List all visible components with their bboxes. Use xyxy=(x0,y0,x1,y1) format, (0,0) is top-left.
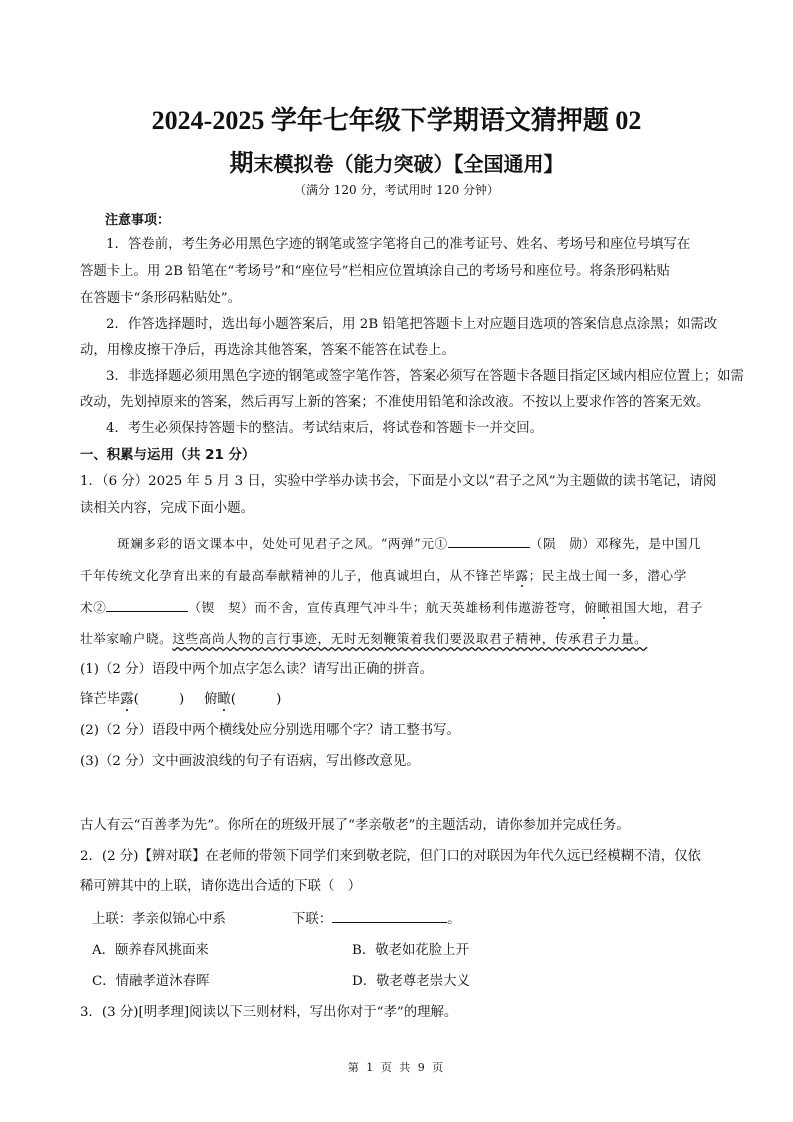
q1-intro: 1．（6 分）2025 年 5 月 3 日，实验中学举办读书会，下面是小文以“君子之风”为主题做的读书笔记，请阅 xyxy=(80,474,717,489)
q2-stem: 2．(2 分)【辨对联】在老师的带领下同学们来到敬老院，但门口的对联因为年代久远已经模糊不清，仅依 xyxy=(80,849,701,864)
activity-intro: 古人有云“百善孝为先”。你所在的班级开展了“孝亲敬老”的主题活动，请你参加并完成任务。 xyxy=(80,818,630,833)
notice-line: 答题卡上。用 2B 铅笔在“考场号”和“座位号”栏相应位置填涂自己的考场号和座位号。将条形码粘贴 xyxy=(80,264,670,279)
notice-heading: 注意事项： xyxy=(105,213,171,228)
q1-sub-question: (2)（2 分）语段中两个横线处应分别选用哪个字？请工整书写。 xyxy=(80,723,460,738)
section-heading: 一、积累与运用（共 21 分） xyxy=(80,448,256,463)
q2-option-d[interactable]: D．敬老尊老崇大义 xyxy=(352,974,470,989)
pinyin-item: 锋芒毕露( ) xyxy=(80,692,185,707)
q1-passage-line: 术② （锲 契）而不舍，宣传真理气冲斗牛；航天英雄杨利伟遨游苍穹，俯瞰祖国大地，君子 xyxy=(80,600,703,615)
page-title: 2024-2025 学年七年级下学期语文猜押题 02 xyxy=(151,106,642,135)
wavy-sentence: 这些高尚人物的言行事迹，无时无刻鞭策着我们要汲取君子精神，传承君子力量。 xyxy=(172,631,648,646)
q1-passage-line: 千年传统文化孕育出来的有最高奉献精神的儿子，他真诚坦白，从不锋芒毕露；民主战士闻一多，潜心学 xyxy=(80,568,687,583)
q2-option-a[interactable]: A．颐养春风挑面来 xyxy=(92,943,209,958)
notice-line: 3．非选择题必须用黑色字迹的钢笔或签字笔作答，答案必须写在答题卡各题目指定区域内相应位置上；如需 xyxy=(106,369,744,384)
page-subtitle xyxy=(0,143,793,178)
q1-passage-line: 斑斓多彩的语文课本中，处处可见君子之风。“两弹”元① （陨 勋）邓稼先，是中国几 xyxy=(117,536,702,551)
q2-lower-couplet: 下联： 。 xyxy=(292,912,461,927)
subtitle-rest: 末模拟卷（能力突破）【全国通用】 xyxy=(253,152,564,176)
pinyin-answer-1[interactable]: ( ) xyxy=(133,692,185,707)
q2-stem: 稀可辨其中的上联，请你选出合适的下联（ ） xyxy=(80,879,362,894)
dotted-char: 露 xyxy=(515,568,529,583)
lower-couplet-blank[interactable] xyxy=(332,922,447,923)
q3-stem: 3．(3 分)[明孝理]阅读以下三则材料，写出你对于“孝”的理解。 xyxy=(80,1005,458,1020)
q1-intro: 读相关内容，完成下面小题。 xyxy=(80,501,255,516)
notice-line: 动，用橡皮擦干净后，再选涂其他答案，答案不能答在试卷上。 xyxy=(80,343,455,358)
blank-1[interactable] xyxy=(448,547,530,548)
dotted-char: 瞰 xyxy=(217,692,231,707)
notice-line: 改动，先划掉原来的答案，然后再写上新的答案；不准使用铅笔和涂改液。不按以上要求作答的答案无效。 xyxy=(80,395,710,410)
notice-line: 1．答卷前，考生务必用黑色字迹的钢笔或签字笔将自己的准考证号、姓名、考场号和座位号填写在 xyxy=(106,237,691,252)
notice-line: 4．考生必须保持答题卡的整洁。考试结束后，将试卷和答题卡一并交回。 xyxy=(106,421,544,436)
subtitle-first-char: 期 xyxy=(229,149,254,177)
q1-sub-question: (3)（2 分）文中画波浪线的句子有语病，写出修改意见。 xyxy=(80,754,420,769)
notice-line: 在答题卡“条形码粘贴处”。 xyxy=(80,291,241,306)
q1-sub-question: (1)（2 分）语段中两个加点字怎么读？请写出正确的拼音。 xyxy=(80,662,434,677)
dotted-char: 瞰 xyxy=(597,600,611,615)
blank-2[interactable] xyxy=(106,611,188,612)
q2-option-b[interactable]: B．敬老如花脸上开 xyxy=(352,943,469,958)
q2-option-c[interactable]: C．情融孝道沐春晖 xyxy=(92,974,210,989)
q2-upper-couplet: 上联：孝亲似锦心中系 xyxy=(92,912,226,927)
pinyin-item: 俯瞰( ) xyxy=(204,692,282,707)
score-note: （满分 120 分，考试用时 120 分钟） xyxy=(293,183,500,197)
pinyin-answer-2[interactable]: ( ) xyxy=(230,692,282,707)
dotted-char: 露 xyxy=(120,692,134,707)
notice-line: 2．作答选择题时，选出每小题答案后，用 2B 铅笔把答题卡上对应题目选项的答案信息点涂黑；如需改 xyxy=(106,317,718,332)
page-footer: 第 1 页 共 9 页 xyxy=(347,1061,446,1074)
q1-passage-line: 壮举家喻户晓。这些高尚人物的言行事迹，无时无刻鞭策着我们要汲取君子精神，传承君子力量。 xyxy=(80,631,648,646)
